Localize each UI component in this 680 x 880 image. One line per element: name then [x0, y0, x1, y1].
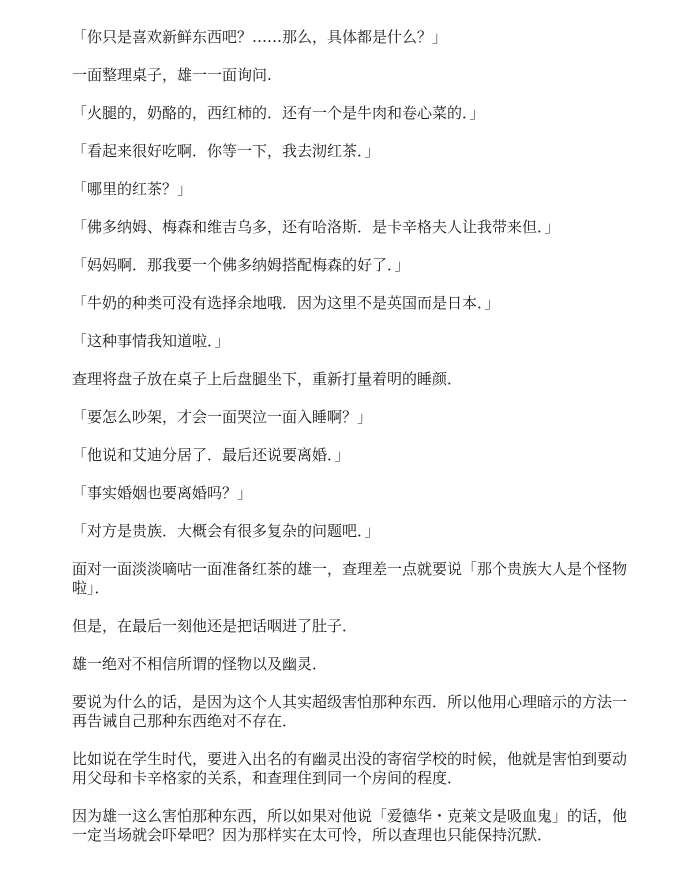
paragraph-18: 要说为什么的话，是因为这个人其实超级害怕那种东西．所以他用心理暗示的方法一再告诫自己那种东西绝对不存在． — [72, 693, 628, 730]
paragraph-1: 「你只是喜欢新鲜东西吧？……那么，具体都是什么？」 — [72, 28, 448, 46]
paragraph-14: 「对方是贵族．大概会有很多复杂的问题吧．」 — [72, 522, 380, 540]
paragraph-2: 一面整理桌子，雄一一面询问. — [72, 66, 272, 84]
paragraph-7: 「妈妈啊．那我要一个佛多纳姆搭配梅森的好了．」 — [72, 256, 410, 274]
paragraph-15: 面对一面淡淡嘀咕一面准备红茶的雄一，查理差一点就要说「那个贵族大人是个怪物啦」． — [72, 560, 628, 597]
paragraph-11: 「要怎么吵架，才会一面哭泣一面入睡啊？」 — [72, 408, 373, 426]
paragraph-6: 「佛多纳姆、梅森和维吉乌多，还有哈洛斯．是卡辛格夫人让我带来但．」 — [72, 218, 560, 236]
paragraph-12: 「他说和艾迪分居了．最后还说要离婚．」 — [72, 446, 350, 464]
paragraph-9: 「这种事情我知道啦．」 — [72, 332, 230, 350]
paragraph-8: 「牛奶的种类可没有选择余地哦．因为这里不是英国而是日本．」 — [72, 294, 500, 312]
paragraph-5: 「哪里的红茶？」 — [72, 180, 193, 198]
paragraph-20: 因为雄一这么害怕那种东西，所以如果对他说「爱德华・克莱文是吸血鬼」的话，他一定当场就会吓晕吧？因为那样实在太可怜，所以查理也只能保持沉默． — [72, 807, 628, 844]
paragraph-10: 查理将盘子放在桌子上后盘腿坐下，重新打量着明的睡颜． — [72, 370, 463, 388]
paragraph-3: 「火腿的，奶酪的，西红柿的．还有一个是牛肉和卷心菜的．」 — [72, 104, 485, 122]
paragraph-16: 但是，在最后一刻他还是把话咽进了肚子． — [72, 617, 358, 635]
document-body — [72, 28, 632, 864]
paragraph-19: 比如说在学生时代，要进入出名的有幽灵出没的寄宿学校的时候，他就是害怕到要动用父母和卡辛格家的关系，和查理住到同一个房间的程度． — [72, 750, 628, 787]
paragraph-17: 雄一绝对不相信所谓的怪物以及幽灵． — [72, 655, 328, 673]
paragraph-4: 「看起来很好吃啊．你等一下，我去沏红茶．」 — [72, 142, 380, 160]
paragraph-13: 「事实婚姻也要离婚吗？」 — [72, 484, 253, 502]
